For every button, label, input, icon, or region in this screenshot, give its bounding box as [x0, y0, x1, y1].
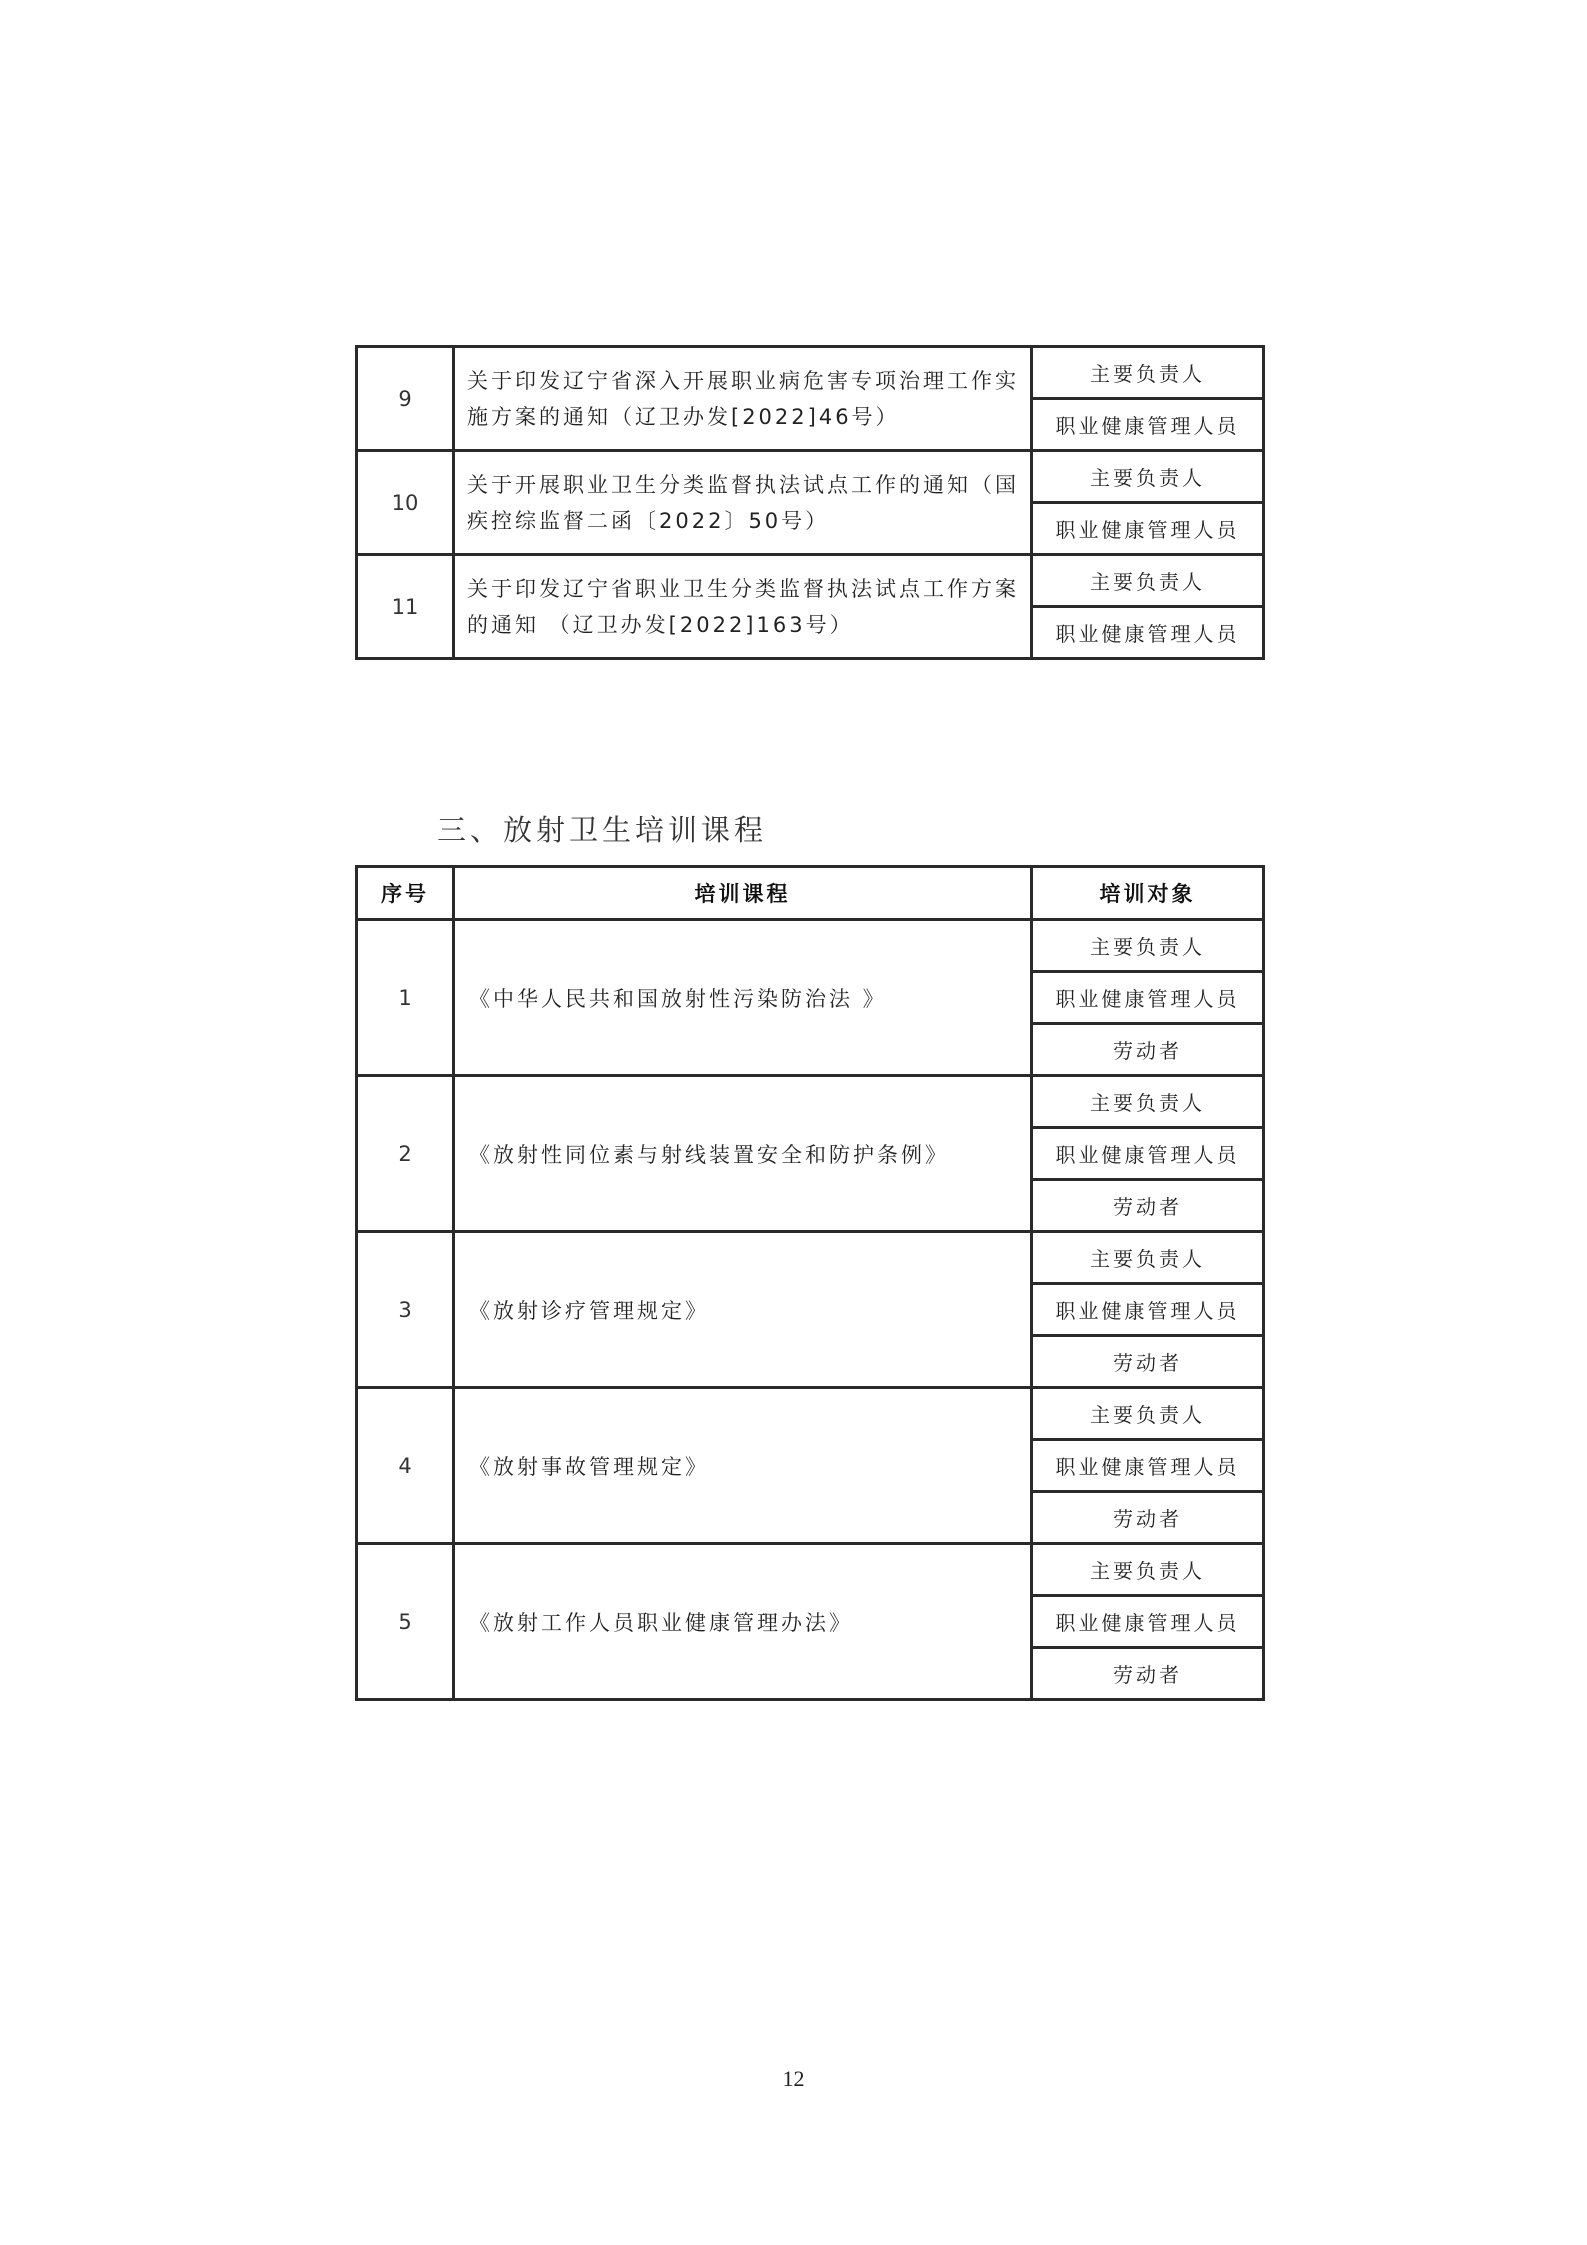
document-title: 关于印发辽宁省深入开展职业病危害专项治理工作实施方案的通知（辽卫办发[2022]46号） [454, 347, 1032, 451]
training-target: 主要负责人 [1032, 920, 1264, 972]
training-target: 职业健康管理人员 [1032, 503, 1264, 555]
course-title: 《中华人民共和国放射性污染防治法 》 [454, 920, 1032, 1076]
row-number: 11 [357, 555, 454, 659]
row-number: 1 [357, 920, 454, 1076]
table-header-row [357, 867, 1264, 920]
course-title: 《放射诊疗管理规定》 [454, 1232, 1032, 1388]
document-title: 关于开展职业卫生分类监督执法试点工作的通知（国疾控综监督二函〔2022〕50号） [454, 451, 1032, 555]
training-target: 职业健康管理人员 [1032, 1596, 1264, 1648]
training-target: 主要负责人 [1032, 347, 1264, 399]
training-target: 劳动者 [1032, 1024, 1264, 1076]
training-target: 主要负责人 [1032, 451, 1264, 503]
training-target: 劳动者 [1032, 1492, 1264, 1544]
training-target: 职业健康管理人员 [1032, 399, 1264, 451]
training-target: 职业健康管理人员 [1032, 1128, 1264, 1180]
training-target: 职业健康管理人员 [1032, 1284, 1264, 1336]
table-row [357, 555, 1264, 607]
row-number: 10 [357, 451, 454, 555]
table-row [357, 1388, 1264, 1440]
row-number: 5 [357, 1544, 454, 1700]
row-number: 9 [357, 347, 454, 451]
training-target: 职业健康管理人员 [1032, 607, 1264, 659]
row-number: 4 [357, 1388, 454, 1544]
training-target: 劳动者 [1032, 1180, 1264, 1232]
training-target: 主要负责人 [1032, 1232, 1264, 1284]
training-target: 主要负责人 [1032, 1388, 1264, 1440]
course-title: 《放射性同位素与射线装置安全和防护条例》 [454, 1076, 1032, 1232]
section-heading: 三、放射卫生培训课程 [437, 813, 768, 847]
table-row [357, 347, 1264, 399]
header-course: 培训课程 [454, 867, 1032, 920]
document-title: 关于印发辽宁省职业卫生分类监督执法试点工作方案的通知 （辽卫办发[2022]163号） [454, 555, 1032, 659]
course-title: 《放射工作人员职业健康管理办法》 [454, 1544, 1032, 1700]
row-number: 2 [357, 1076, 454, 1232]
training-target: 主要负责人 [1032, 1076, 1264, 1128]
header-target: 培训对象 [1032, 867, 1264, 920]
row-number: 3 [357, 1232, 454, 1388]
training-target: 劳动者 [1032, 1336, 1264, 1388]
training-table-continued [355, 345, 1265, 660]
page-number: 12 [782, 2066, 805, 2091]
training-target: 劳动者 [1032, 1648, 1264, 1700]
header-number: 序号 [357, 867, 454, 920]
table-row [357, 1232, 1264, 1284]
training-target: 主要负责人 [1032, 555, 1264, 607]
table-row [357, 920, 1264, 972]
radiation-training-table [355, 865, 1265, 1701]
training-target: 主要负责人 [1032, 1544, 1264, 1596]
table-row [357, 1544, 1264, 1596]
table-row [357, 451, 1264, 503]
training-target: 职业健康管理人员 [1032, 972, 1264, 1024]
table-row [357, 1076, 1264, 1128]
training-target: 职业健康管理人员 [1032, 1440, 1264, 1492]
course-title: 《放射事故管理规定》 [454, 1388, 1032, 1544]
